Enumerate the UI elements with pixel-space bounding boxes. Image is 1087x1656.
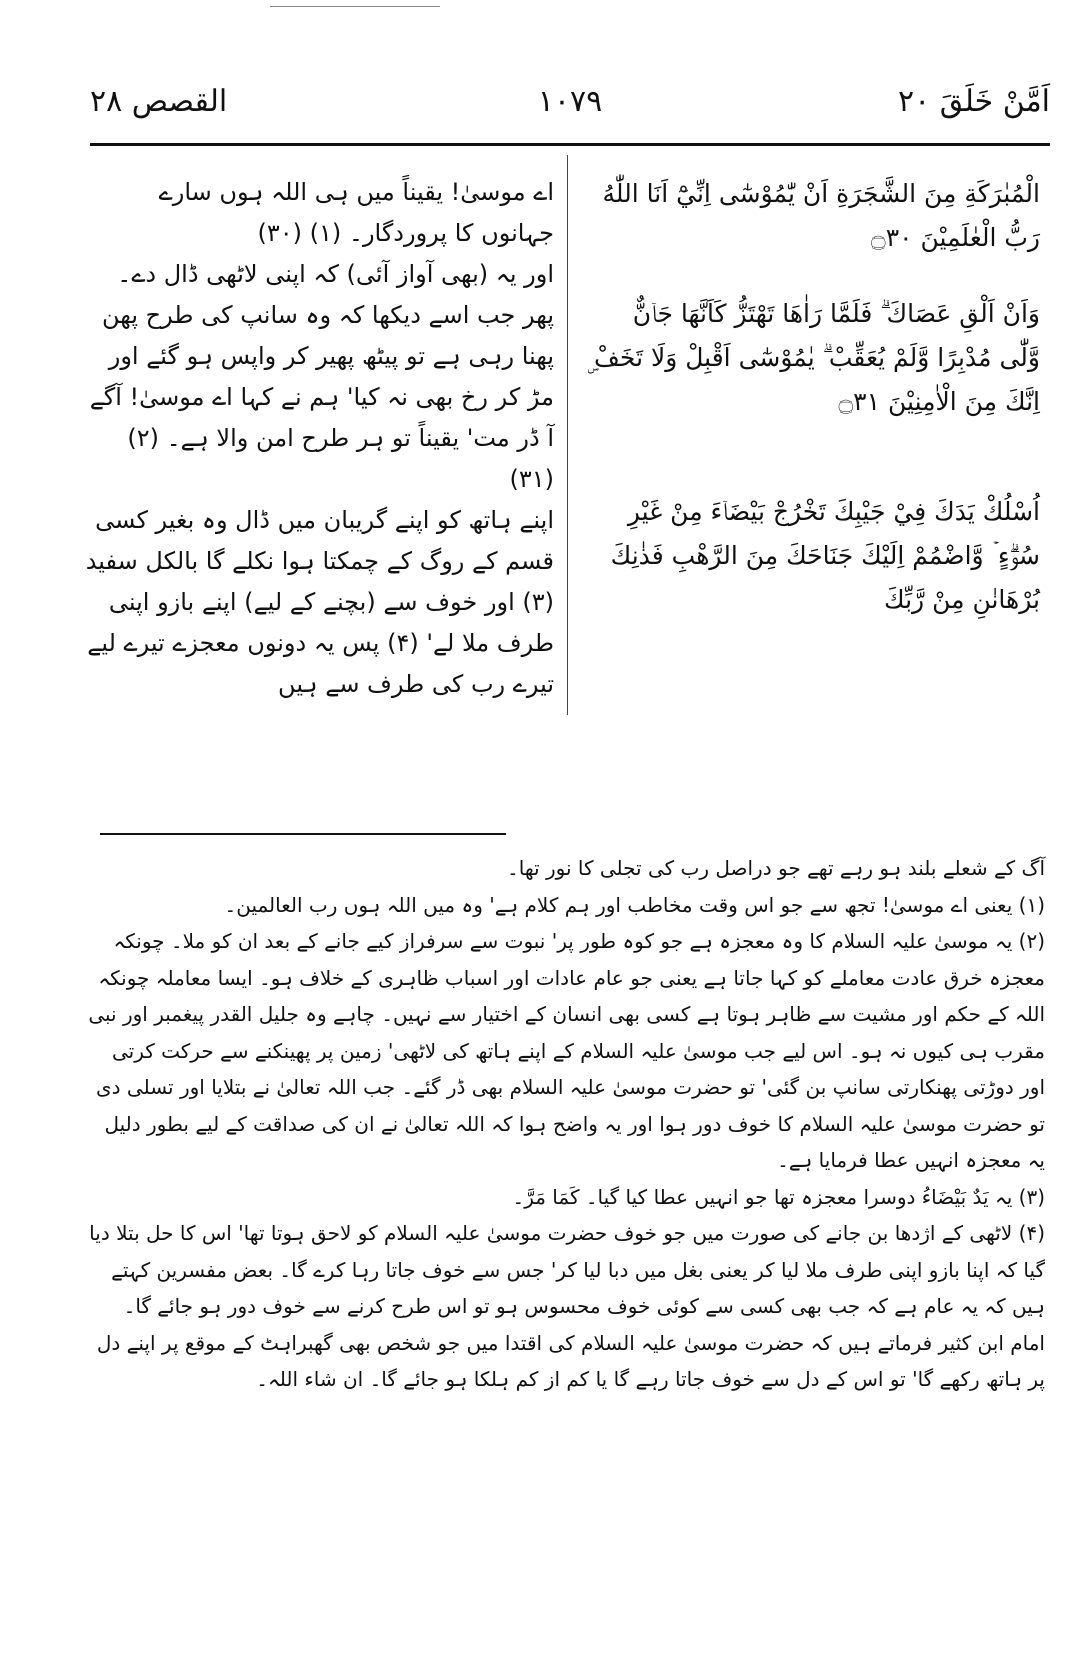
translation-block: اپنے ہاتھ کو اپنے گریبان میں ڈال وہ بغیر کسی قسم کے روگ کے چمکتا ہوا نکلے گا بالکل سفید (۳) اور خوف سے (بچنے کے لیے) اپنے بازو اپنی طرف ملا لے' (۴) پس یہ دونوں معجزے تیرے لیے تیرے رب کی طرف سے ہیں — [85, 506, 554, 698]
footnotes — [85, 850, 1045, 1398]
footnote-separator — [100, 833, 506, 835]
top-edge-rule — [270, 6, 440, 7]
column-divider — [567, 155, 568, 715]
ayah-block: وَاَنْ اَلْقِ عَصَاكَ ۗ فَلَمَّا رَاٰهَا تَهْتَزُّ كَاَنَّهَا جَاۤنٌّ وَّلّٰى مُدْبِرًا وَّلَمْ يُعَقِّبْ ۗ يٰمُوْسٰٓى اَقْبِلْ وَلَا تَخَفْ ۣ اِنَّكَ مِنَ الْاٰمِنِيْنَ ۝٣١ — [587, 299, 1040, 416]
translation-block: اور یہ (بھی آواز آئی) کہ اپنی لاٹھی ڈال دے۔ پھر جب اسے دیکھا کہ وہ سانپ کی طرح پھن پھنا رہی ہے تو پیٹھ پھیر کر واپس ہو گئے اور مڑ کر رخ بھی نہ کیا' ہم نے کہا اے موسیٰ! آگے آ ڈر مت' یقیناً تو ہر طرح امن والا ہے۔ (۲) (۳۱) — [89, 260, 554, 493]
page-header — [90, 84, 1050, 134]
urdu-translation-column — [80, 172, 554, 705]
page-number: ١٠٧٩ — [537, 84, 603, 119]
translation-block: اے موسیٰ! یقیناً میں ہی اللہ ہوں سارے جہانوں کا پروردگار۔ (۱) (۳۰) — [158, 178, 554, 247]
arabic-text-column — [585, 172, 1040, 688]
footnote: (۲) یہ موسیٰ علیہ السلام کا وہ معجزہ ہے جو کوہ طور پر' نبوت سے سرفراز کیے جانے کے بعد ان کو ملا۔ چونکہ معجزہ خرق عادت معاملے کو کہا جاتا ہے یعنی جو عام عادات اور اسباب ظاہری کے خلاف ہو۔ ایسا معاملہ چونکہ اللہ کے حکم اور مشیت سے ظاہر ہوتا ہے کسی بھی انسان کے اختیار سے نہیں۔ چاہے وہ جلیل القدر پیغمبر اور نبی مقرب ہی کیوں نہ ہو۔ اس لیے جب موسیٰ علیہ السلام کے اپنے ہاتھ کی لاٹھی' زمین پر پھینکنے سے حرکت کرتی اور دوڑتی پھنکارتی سانپ بن گئی' تو حضرت موسیٰ علیہ السلام بھی ڈر گئے۔ جب اللہ تعالیٰ نے بتلایا اور تسلی دی تو حضرت موسیٰ علیہ السلام کا خوف دور ہوا اور یہ واضح ہوا کہ اللہ تعالیٰ نے ان کی صداقت کے لیے بطور دلیل یہ معجزہ انہیں عطا فرمایا ہے۔ — [88, 929, 1045, 1172]
footnote: آگ کے شعلے بلند ہو رہے تھے جو دراصل رب کی تجلی کا نور تھا۔ — [507, 856, 1045, 880]
ayah-block: الْمُبٰرَكَةِ مِنَ الشَّجَرَةِ اَنْ يّٰمُوْسٰٓى اِنِّيْٓ اَنَا اللّٰهُ رَبُّ الْعٰلَمِيْنَ ۝٣٠ — [602, 179, 1040, 252]
footnote: (۱) یعنی اے موسیٰ! تجھ سے جو اس وقت مخاطب اور ہم کلام ہے' وہ میں اللہ ہوں رب العالمین۔ — [224, 892, 1045, 917]
header-rule — [90, 143, 1050, 146]
surah-name: القصص ٢٨ — [90, 84, 228, 119]
footnote: (۴) لاٹھی کے اژدھا بن جانے کی صورت میں جو خوف حضرت موسیٰ علیہ السلام کو لاحق ہوتا تھا' اس کا حل بتلا دیا گیا کہ اپنا بازو اپنی طرف ملا لیا کر یعنی بغل میں دبا لیا کر' جس سے خوف جاتا رہا کرے گا۔ بعض مفسرین کہتے ہیں کہ یہ عام ہے کہ جب بھی کسی سے کوئی خوف محسوس ہو تو اس طرح کرنے سے خوف دور ہو جائے گا۔ امام ابن کثیر فرماتے ہیں کہ حضرت موسیٰ علیہ السلام کی اقتدا میں جو شخص بھی گھبراہٹ کے موقع پر اپنے دل پر ہاتھ رکھے گا' تو اس کے دل سے خوف جاتا رہے گا یا کم از کم ہلکا ہو جائے گا۔ ان شاء اللہ۔ — [89, 1221, 1045, 1391]
footnote: (۳) یہ یَدٌ بَیْضَاءُ دوسرا معجزہ تھا جو انہیں عطا کیا گیا۔ کَمَا مَرَّ۔ — [512, 1184, 1045, 1209]
ayah-block: اُسْلُكْ يَدَكَ فِيْ جَيْبِكَ تَخْرُجْ بَيْضَاۤءَ مِنْ غَيْرِ سُوْۗءٍ ۡ وَّاضْمُمْ اِلَيْكَ جَنَاحَكَ مِنَ الرَّهْبِ فَذٰنِكَ بُرْهَانٰنِ مِنْ رَّبِّكَ — [610, 497, 1040, 614]
para-name: اَمَّنْ خَلَقَ ٢٠ — [897, 84, 1050, 119]
